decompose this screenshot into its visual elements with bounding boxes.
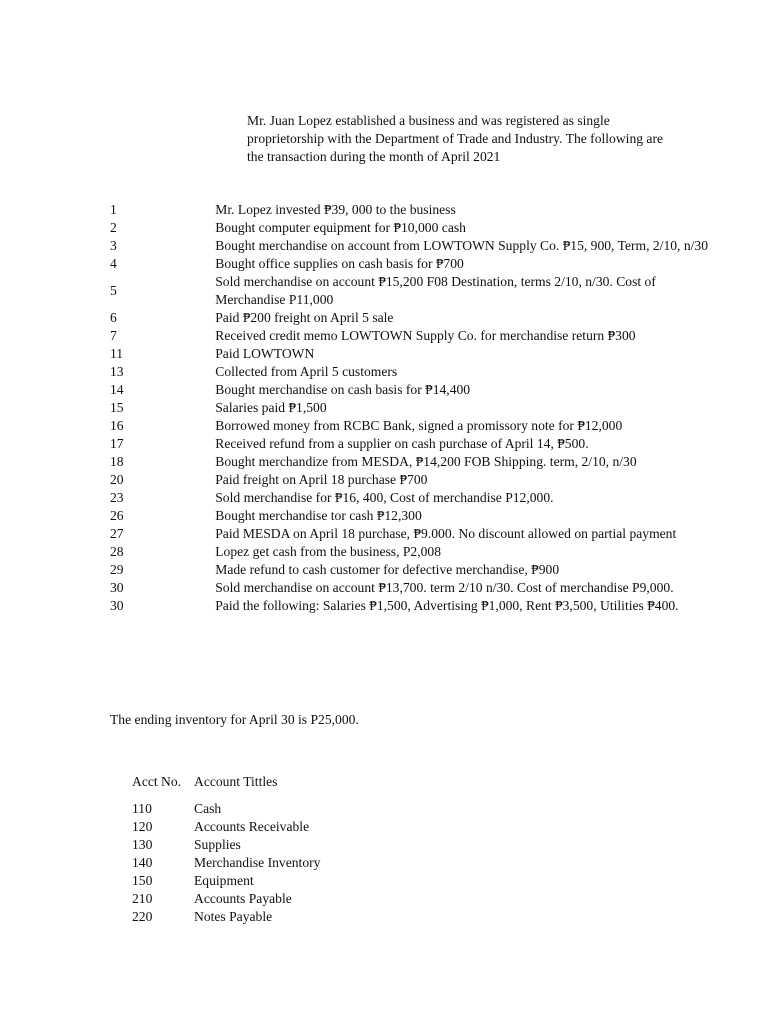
transaction-day: 3 (110, 238, 117, 253)
transaction-description: Bought computer equipment for ₱10,000 cash (215, 220, 466, 235)
account-title: Accounts Receivable (194, 819, 310, 834)
transaction-day: 4 (110, 256, 117, 271)
account-number: 150 (132, 873, 153, 888)
transaction-description: Bought merchandise on account from LOWTOWN Supply Co. ₱15, 900, Term, 2/10, n/30 (215, 238, 709, 253)
transaction-day: 14 (110, 382, 124, 397)
account-row (132, 872, 320, 890)
account-number: 120 (132, 819, 153, 834)
transaction-row (110, 255, 710, 273)
transaction-description: Paid ₱200 freight on April 5 sale (215, 310, 394, 325)
account-title: Supplies (194, 837, 241, 852)
transaction-row (110, 561, 710, 579)
transaction-description: Paid freight on April 18 purchase ₱700 (215, 472, 428, 487)
account-number: 130 (132, 837, 153, 852)
transaction-description: Borrowed money from RCBC Bank, signed a promissory note for ₱12,000 (215, 418, 623, 433)
transaction-day: 11 (110, 346, 124, 361)
accounts-header-row (132, 764, 320, 800)
account-row (132, 854, 320, 872)
account-row (132, 836, 320, 854)
transaction-description: Salaries paid ₱1,500 (215, 400, 327, 415)
transaction-day: 26 (110, 508, 124, 523)
transaction-day: 6 (110, 310, 117, 325)
account-row (132, 800, 320, 818)
account-number: 110 (132, 801, 152, 816)
transaction-row (110, 417, 710, 435)
intro-paragraph: Mr. Juan Lopez established a business and was registered as single proprietorship with the Department of Trade and Industry. The following are the transaction during the month of April 2021 (247, 113, 664, 164)
transaction-row (110, 525, 710, 543)
transaction-description: Collected from April 5 customers (215, 364, 398, 379)
transaction-day: 16 (110, 418, 124, 433)
transaction-row (110, 381, 710, 399)
account-title: Cash (194, 801, 222, 816)
account-row (132, 818, 320, 836)
transaction-row (110, 597, 710, 615)
transaction-description: Made refund to cash customer for defective merchandise, ₱900 (215, 562, 560, 577)
transaction-description: Bought merchandize from MESDA, ₱14,200 FOB Shipping. term, 2/10, n/30 (215, 454, 637, 469)
transaction-description: Sold merchandise on account ₱15,200 F08 Destination, terms 2/10, n/30. Cost of Merchandise P11,000 (215, 274, 656, 307)
transaction-row (110, 363, 710, 381)
account-title: Merchandise Inventory (194, 855, 321, 870)
transaction-day: 30 (110, 580, 124, 595)
transaction-day: 18 (110, 454, 124, 469)
transaction-row (110, 219, 710, 237)
transaction-day: 27 (110, 526, 124, 541)
account-number: 140 (132, 855, 153, 870)
transaction-day: 1 (110, 202, 117, 217)
transaction-description: Bought merchandise on cash basis for ₱14,400 (215, 382, 471, 397)
transaction-day: 13 (110, 364, 124, 379)
transaction-description: Paid MESDA on April 18 purchase, ₱9.000. No discount allowed on partial payment (215, 526, 677, 541)
account-title-header: Account Tittles (194, 774, 278, 789)
transaction-row (110, 327, 710, 345)
transaction-description: Sold merchandise for ₱16, 400, Cost of merchandise P12,000. (215, 490, 554, 505)
transactions-table (110, 201, 710, 615)
transaction-row (110, 507, 710, 525)
transaction-day: 17 (110, 436, 124, 451)
transaction-description: Bought merchandise tor cash ₱12,300 (215, 508, 422, 523)
transaction-day: 23 (110, 490, 124, 505)
transaction-row (110, 399, 710, 417)
transaction-day: 15 (110, 400, 124, 415)
transaction-day: 30 (110, 598, 124, 613)
transaction-day: 28 (110, 544, 124, 559)
transaction-description: Sold merchandise on account ₱13,700. term 2/10 n/30. Cost of merchandise P9,000. (215, 580, 674, 595)
transaction-row (110, 471, 710, 489)
chart-of-accounts-table (132, 764, 320, 926)
transaction-row (110, 435, 710, 453)
transaction-row (110, 273, 710, 309)
transaction-day: 7 (110, 328, 117, 343)
account-number: 220 (132, 909, 153, 924)
transaction-day: 20 (110, 472, 124, 487)
transaction-description: Paid the following: Salaries ₱1,500, Advertising ₱1,000, Rent ₱3,500, Utilities ₱400. (215, 598, 679, 613)
account-title: Accounts Payable (194, 891, 292, 906)
transaction-row (110, 237, 710, 255)
transaction-row (110, 309, 710, 327)
transaction-row (110, 345, 710, 363)
transaction-row (110, 579, 710, 597)
transaction-row (110, 489, 710, 507)
account-title: Notes Payable (194, 909, 273, 924)
transaction-description: Received refund from a supplier on cash purchase of April 14, ₱500. (215, 436, 589, 451)
transaction-row (110, 201, 710, 219)
transaction-description: Paid LOWTOWN (215, 346, 315, 361)
ending-inventory-note: The ending inventory for April 30 is P25,000. (110, 712, 359, 727)
account-title: Equipment (194, 873, 254, 888)
acct-no-header: Acct No. (132, 774, 182, 789)
transaction-description: Received credit memo LOWTOWN Supply Co. for merchandise return ₱300 (215, 328, 636, 343)
transaction-description: Mr. Lopez invested ₱39, 000 to the business (215, 202, 456, 217)
transaction-day: 29 (110, 562, 124, 577)
account-row (132, 890, 320, 908)
account-row (132, 908, 320, 926)
transaction-description: Bought office supplies on cash basis for ₱700 (215, 256, 464, 271)
transaction-description: Lopez get cash from the business, P2,008 (215, 544, 442, 559)
transaction-row (110, 453, 710, 471)
account-number: 210 (132, 891, 153, 906)
transaction-row (110, 543, 710, 561)
transaction-day: 2 (110, 220, 117, 235)
transaction-day: 5 (110, 283, 117, 298)
